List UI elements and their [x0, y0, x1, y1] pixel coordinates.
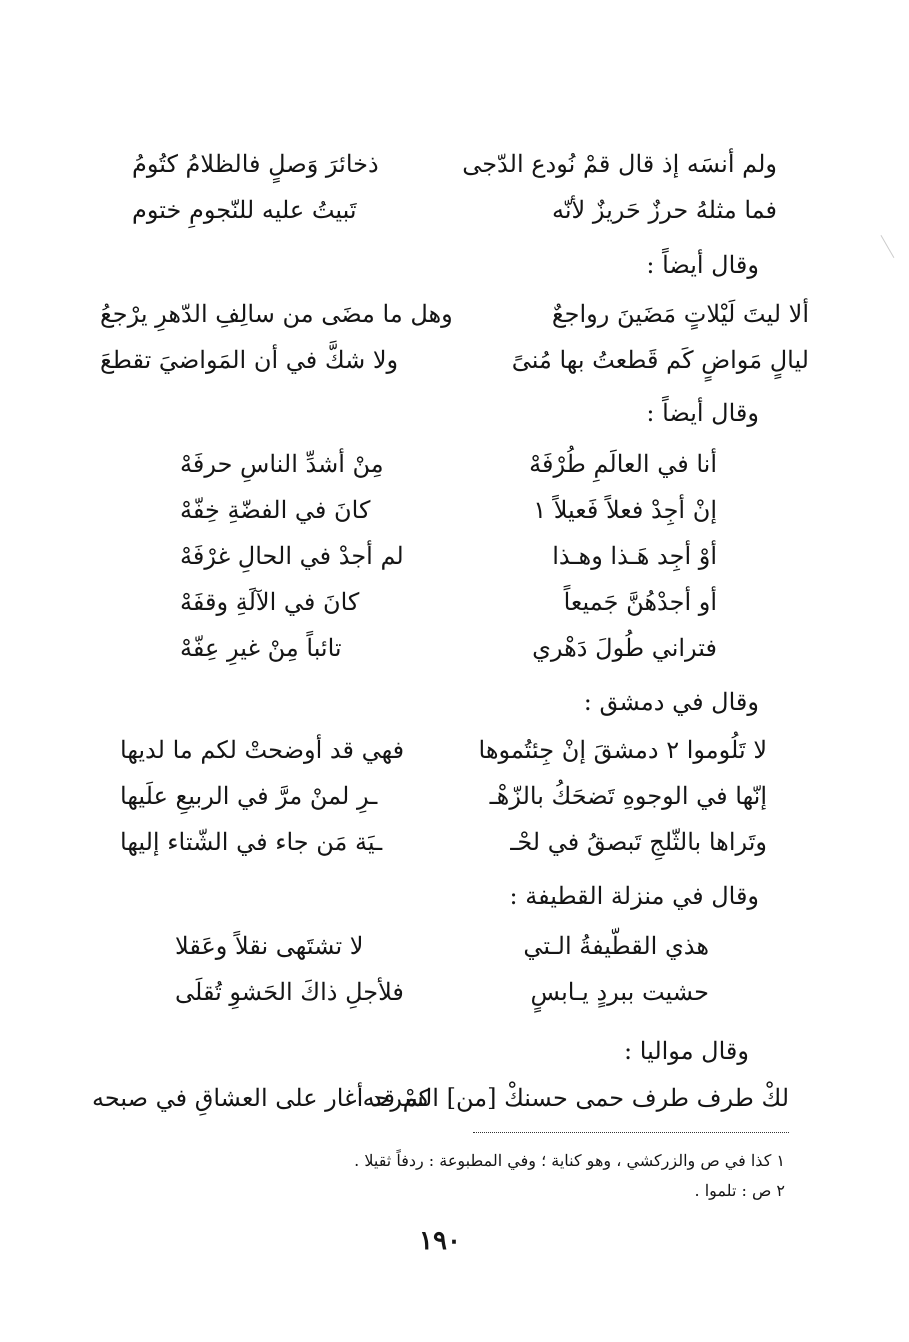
verse-2-2-h2: ولا شكَّ في أن المَواضيَ تقطعَ [100, 346, 399, 374]
heading-4: وقال في دمشق : [583, 688, 759, 716]
verse-4-1-h1: لا تَلُوموا ٢ دمشقَ إنْ جِئتُموها [478, 736, 767, 764]
footnote-rule [473, 1132, 789, 1133]
verse-4-3-h1: وتَراها بالثّلجِ تَبصقُ في لحْـ [510, 828, 767, 856]
verse-3-2-h1: إنْ أجِدْ فعلاً فَعيلاً ١ [533, 496, 717, 524]
verse-3-2-h2: كانَ في الفضّةِ خِفّهْ [180, 496, 371, 524]
verse-4-2-h2: ـرِ لمنْ مرَّ في الربيعِ علَيها [120, 782, 378, 810]
verse-3-4-h1: أو أجدْهُنَّ جَميعاً [563, 588, 717, 616]
heading-2: وقال أيضاً : [646, 251, 759, 279]
footnote-2: ٢ ص : تلموا . [694, 1181, 785, 1200]
verse-5-2-h1: حشيت ببردٍ يـابسٍ [530, 978, 709, 1006]
verse-3-5-h2: تائباً مِنْ غيرِ عِفّهْ [180, 634, 342, 662]
verse-1-1-h2: ذخائرَ وَصلٍ فالظلامُ كتُومُ [132, 150, 379, 178]
footnote-1: ١ كذا في ص والزركشي ، وهو كناية ؛ وفي المطبوعة : ردفاً ثقيلا . [354, 1151, 785, 1170]
verse-3-5-h1: فتراني طُولَ دَهْري [532, 634, 717, 662]
verse-4-2-h1: إنّها في الوجوهِ تَضحَكُ بالزّهْـ [489, 782, 767, 810]
heading-3: وقال أيضاً : [646, 399, 759, 427]
verse-6-1-h2: كمْ قد أغار على العشاقِ في صبحه [92, 1084, 430, 1112]
verse-5-2-h2: فلأجلِ ذاكَ الحَشوِ تُقلَى [175, 978, 404, 1006]
verse-2-2-h1: ليالٍ مَواضٍ كَم قَطعتُ بها مُنىً [511, 346, 809, 374]
page-number: ١٩٠ [419, 1226, 461, 1256]
heading-6: وقال مواليا : [624, 1037, 749, 1065]
verse-4-1-h2: فهي قد أوضحتْ لكم ما لديها [120, 736, 405, 764]
verse-5-1-h2: لا تشتَهى نقلاً وعَقلا [175, 932, 364, 960]
margin-mark [881, 228, 907, 258]
verse-3-1-h2: مِنْ أشدِّ الناسِ حرفَهْ [180, 450, 384, 478]
verse-2-1-h2: وهل ما مضَى من سالِفِ الدّهرِ يرْجعُ [100, 300, 453, 328]
heading-5: وقال في منزلة القطيفة : [509, 882, 759, 910]
verse-5-1-h1: هذي القطّيفةُ الـتي [523, 932, 709, 960]
verse-1-1-h1: ولم أنسَه إذ قال قمْ نُودع الدّجى [462, 150, 777, 178]
verse-3-3-h2: لم أجدْ في الحالِ غرْفَهْ [180, 542, 404, 570]
verse-4-3-h2: ـيَة مَن جاء في الشّتاء إليها [120, 828, 383, 856]
verse-3-4-h2: كانَ في الآلَةِ وقفَهْ [180, 588, 360, 616]
verse-6-1-h1: لكْ طرف طرف حمى حسنكْ [من] السرحه [362, 1084, 789, 1112]
verse-1-2-h2: تَبيتُ عليه للنّجومِ ختوم [132, 196, 357, 224]
verse-1-2-h1: فما مثلهُ حرزٌ حَريزٌ لأنّه [552, 196, 777, 224]
verse-3-3-h1: أوْ أجِد هَـذا وهـذا [552, 542, 717, 570]
verse-2-1-h1: ألا ليتَ لَيْلاتٍ مَضَينَ رواجعٌ [551, 300, 809, 328]
verse-3-1-h1: أنا في العالَمِ طُرْفَهْ [529, 450, 717, 478]
